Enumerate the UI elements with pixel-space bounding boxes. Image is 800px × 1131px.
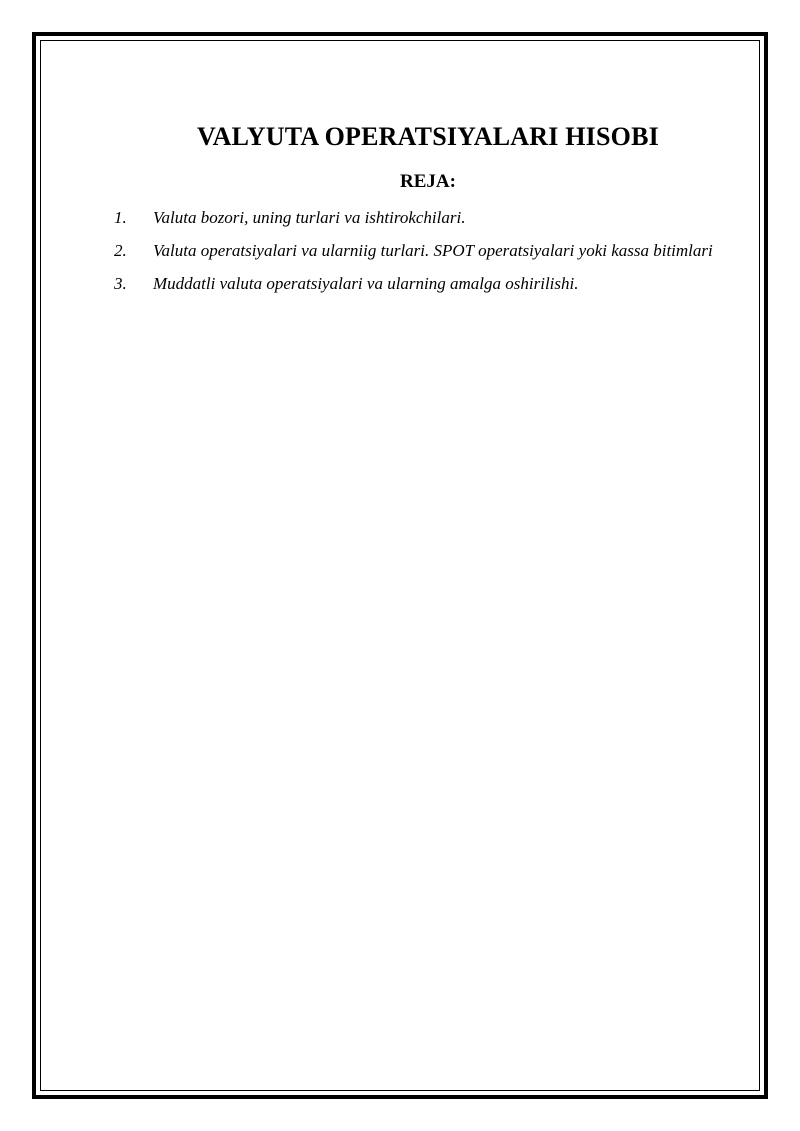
page-border-inner (40, 40, 760, 1091)
plan-item-text: Valuta bozori, uning turlari va ishtirokchilari. (153, 208, 466, 227)
plan-item-3 (114, 268, 714, 300)
plan-list (114, 202, 714, 301)
plan-item-number: 3. (114, 274, 127, 293)
plan-heading: REJA: (400, 171, 456, 192)
document-title: VALYUTA OPERATSIYALARI HISOBI (197, 122, 659, 151)
plan-item-number: 2. (114, 241, 127, 260)
plan-item-number: 1. (114, 208, 127, 227)
plan-item-1 (114, 202, 714, 234)
plan-item-text: Valuta operatsiyalari va ularniig turlari. SPOT operatsiyalari yoki kassa bitimlari (153, 241, 713, 260)
plan-item-2 (114, 235, 714, 267)
plan-item-text: Muddatli valuta operatsiyalari va ularning amalga oshirilishi. (153, 274, 579, 293)
